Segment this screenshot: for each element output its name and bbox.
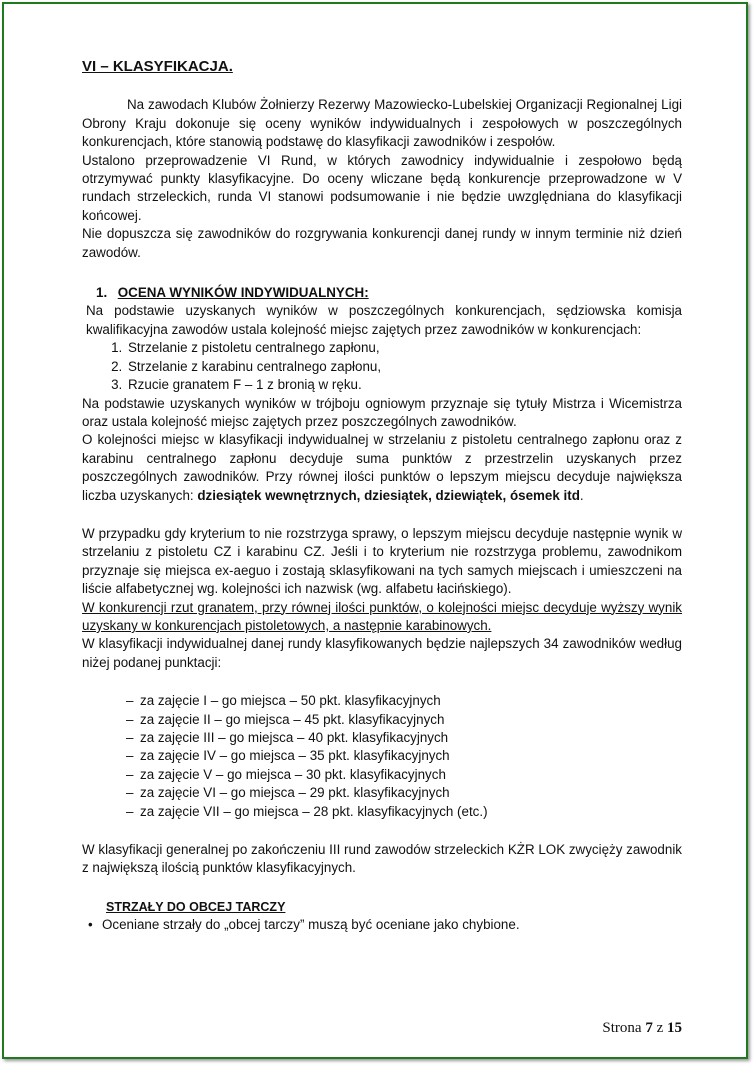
total-page-count: 15: [667, 1020, 682, 1036]
section-number: 1.: [96, 285, 108, 301]
shots-heading: STRZAŁY DO OBCEJ TARCZY: [106, 899, 286, 914]
scoring-paragraph: W klasyfikacji indywidualnej danej rundy klasyfikowanych będzie najlepszych 34 zawodników według niżej podanej punktacji:: [82, 636, 682, 670]
points-list: [82, 692, 682, 821]
competition-list: [82, 339, 682, 394]
list-item: – za zajęcie VII – go miejsca – 28 pkt. klasyfikacyjnych (etc.): [126, 803, 488, 819]
order-paragraph: [82, 431, 682, 505]
list-item: – za zajęcie IV – go miejsca – 35 pkt. klasyfikacyjnych: [126, 748, 450, 764]
document-body: [82, 58, 682, 935]
list-item: – za zajęcie VI – go miejsca – 29 pkt. klasyfikacyjnych: [126, 785, 450, 801]
list-item: – za zajęcie I – go miejsca – 50 pkt. klasyfikacyjnych: [126, 693, 441, 709]
bullet-icon: •: [88, 917, 93, 933]
order-end: .: [579, 487, 584, 503]
order-bold-text: dziesiątek wewnętrznych, dziesiątek, dziewiątek, ósemek itd: [197, 487, 580, 503]
footer-prefix: Strona: [602, 1020, 642, 1036]
tie-paragraph: W przypadku gdy kryterium to nie rozstrzyga sprawy, o lepszym miejscu decyduje następnie wynik w strzelaniu z pistoletu CZ i karabinu CZ. Jeśli i to kryterium nie rozstrzyga problemu, zawodnikom przyznaje się miejsca ex-aeguo i zostają sklasyfikowani na tych samych miejscach i umieszczeni na liście alfabetycznej wg. kolejności ich nazwisk (wg. alfabetu łacińskiego).: [82, 525, 682, 597]
current-page-number: 7: [645, 1020, 653, 1036]
section-title: VI – KLASYFIKACJA.: [82, 58, 233, 75]
section-lead: Na podstawie uzyskanych wyników w poszczególnych konkurencjach, sędziowska komisja kwalifikacyjna zawodów ustala kolejność miejsc zajętych przez zawodników w konkurencjach:: [86, 303, 682, 337]
page-footer: [602, 1020, 682, 1037]
section-heading-text: OCENA WYNIKÓW INDYWIDUALNYCH:: [117, 285, 369, 301]
triathlon-paragraph: Na podstawie uzyskanych wyników w trójboju ogniowym przyznaje się tytuły Mistrza i Wicemistrza oraz ustala kolejność miejsc zajętych przez poszczególnych zawodników.: [82, 395, 682, 429]
list-item: – za zajęcie V – go miejsca – 30 pkt. klasyfikacyjnych: [126, 766, 446, 782]
order-text: O kolejności miejsc w klasyfikacji indywidualnej w strzelaniu z pistoletu centralnego zapłonu oraz z karabinu centralnego zapłonu decyduje suma punktów z przestrzelin uzyskanych przez poszczególnych zawodników. Przy równej ilości punktów o lepszym miejscu decyduje największa liczba uzyskanych:: [82, 432, 682, 503]
list-item: 1. Strzelanie z pistoletu centralnego zapłonu,: [126, 339, 682, 357]
intro-paragraph: Na zawodach Klubów Żołnierzy Rezerwy Mazowiecko-Lubelskiej Organizacji Regionalnej Ligi Obrony Kraju dokonuje się oceny wyników indywidualnych i zespołowych w poszczególnych konkurencjach, które stanowią podstawę do klasyfikacji zawodników i zespołów.: [82, 97, 682, 150]
intro-paragraph: Nie dopuszcza się zawodników do rozgrywania konkurencji danej rundy w innym terminie niż dzień zawodów.: [82, 226, 682, 260]
intro-paragraph: Ustalono przeprowadzenie VI Rund, w których zawodnicy indywidualnie i zespołowo będą otrzymywać punkty klasyfikacyjne. Do oceny wliczane będą konkurencje przeprowadzone w V rundach strzeleckich, runda VI stanowi podsumowanie i nie będzie uwzględniana do klasyfikacji końcowej.: [82, 152, 682, 223]
section-heading: [96, 284, 682, 302]
footer-separator: z: [656, 1020, 664, 1036]
list-item: – za zajęcie II – go miejsca – 45 pkt. klasyfikacyjnych: [126, 711, 445, 727]
general-classification-paragraph: W klasyfikacji generalnej po zakończeniu III rund zawodów strzeleckich KŻR LOK zwycięży zawodnik z największą ilością punktów klasyfikacyjnych.: [82, 842, 682, 876]
bullet-item: [88, 916, 682, 934]
list-item: 2. Strzelanie z karabinu centralnego zapłonu,: [126, 358, 682, 376]
bullet-text: Oceniane strzały do „obcej tarczy” muszą być oceniane jako chybione.: [102, 917, 520, 933]
list-item: – za zajęcie III – go miejsca – 40 pkt. klasyfikacyjnych: [126, 730, 449, 745]
grenade-paragraph: W konkurencji rzut granatem, przy równej ilości punktów, o kolejności miejsc decyduje wyższy wynik uzyskany w konkurencjach pistoletowych, a następnie karabinowych.: [82, 599, 682, 633]
list-item: 3. Rzucie granatem F – 1 z bronią w ręku.: [126, 376, 682, 394]
